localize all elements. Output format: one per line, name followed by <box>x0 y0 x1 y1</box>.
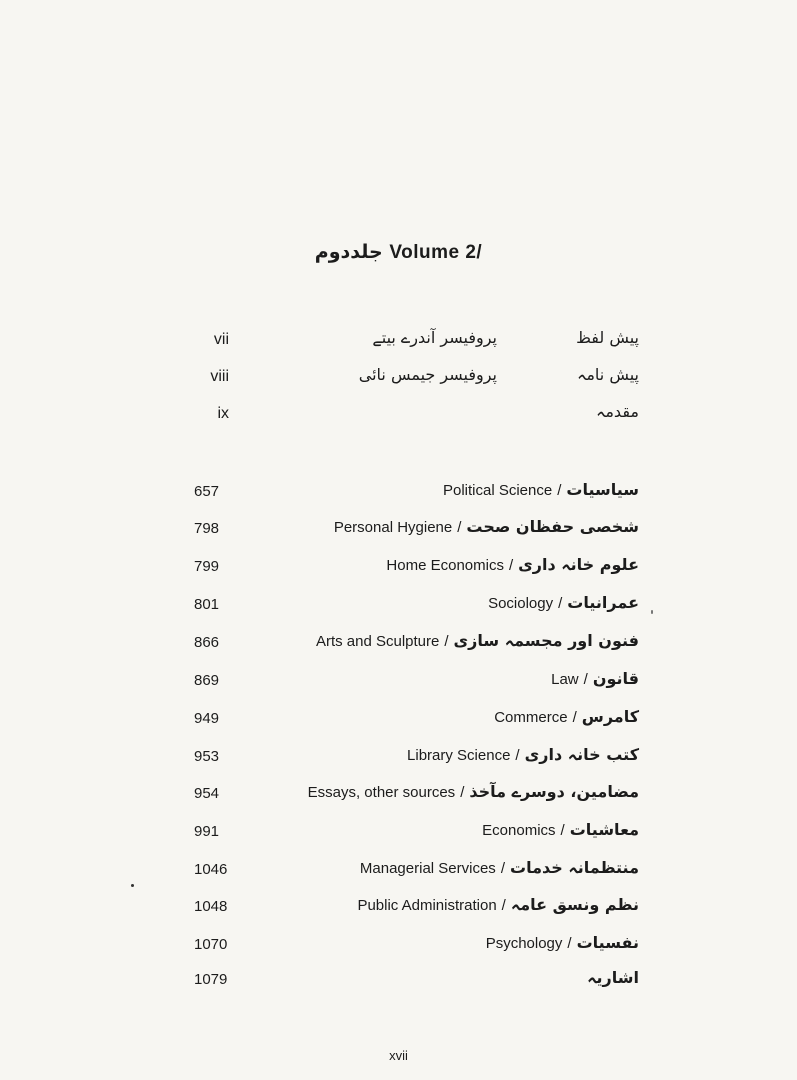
prelim-row <box>0 363 797 391</box>
prelim-title: پیش نامہ <box>576 365 639 384</box>
toc-english-title: Essays, other sources <box>307 784 456 801</box>
toc-entry: 1048 Public Administration / نظم ونسق عامہ <box>194 895 639 915</box>
toc-english-title: Law <box>551 671 579 688</box>
toc-urdu-title: سیاسیات <box>566 480 639 499</box>
toc-urdu-title: علوم خانہ داری <box>518 555 639 574</box>
toc-urdu-title: کتب خانہ داری <box>524 745 639 764</box>
toc-entry: 1070 Psychology / نفسیات <box>194 933 639 953</box>
toc-page-number: 1048 <box>194 898 228 915</box>
volume-heading-latin: Volume 2/ <box>389 242 483 263</box>
toc-urdu-title: شخصی حفظان صحت <box>466 517 639 536</box>
toc-english-title: Commerce <box>494 709 568 726</box>
toc-urdu-title: نفسیات <box>576 933 639 952</box>
toc-page-number: 1079 <box>194 971 228 988</box>
prelim-page: viii <box>210 368 229 385</box>
toc-page-number: 991 <box>194 823 220 840</box>
toc-urdu-title: کامرس <box>581 707 639 726</box>
toc-entry <box>0 967 797 995</box>
toc-page-number: 798 <box>194 520 220 537</box>
prelim-row <box>0 326 797 354</box>
toc-page-number: 657 <box>194 483 220 500</box>
toc-entry: 953 Library Science / کتب خانہ داری <box>194 745 639 765</box>
toc-entry: 869 Law / قانون <box>194 669 639 689</box>
volume-heading <box>0 241 797 264</box>
prelim-title: مقدمہ <box>595 402 639 421</box>
toc-entry: 991 Economics / معاشیات <box>194 820 639 840</box>
toc-page-number: 953 <box>194 748 220 765</box>
toc-english-title: Home Economics <box>386 557 504 574</box>
toc-urdu-title: مضامین، دوسرے مآخذ <box>469 782 639 801</box>
prelim-page: vii <box>213 331 229 348</box>
toc-page-number: 1046 <box>194 861 228 878</box>
toc-urdu-title: معاشیات <box>569 820 639 839</box>
toc-page-number: 799 <box>194 558 220 575</box>
toc-urdu-title: نظم ونسق عامہ <box>510 895 639 914</box>
toc-english-title: Personal Hygiene <box>333 519 453 536</box>
toc-entry: 657 Political Science / سیاسیات <box>194 480 639 500</box>
toc-urdu-title: منتظمانہ خدمات <box>509 858 639 877</box>
print-speck <box>651 610 653 614</box>
toc-page-number: 801 <box>194 596 220 613</box>
prelim-title: پیش لفظ <box>576 328 639 347</box>
toc-entry: 799 Home Economics / علوم خانہ داری <box>194 555 639 575</box>
toc-urdu-title: قانون <box>592 669 639 688</box>
toc-page-number: 866 <box>194 634 220 651</box>
toc-urdu-title: عمرانیات <box>567 593 639 612</box>
page-number-footer: xvii <box>389 1048 408 1063</box>
toc-urdu-title: فنون اور مجسمہ سازی <box>453 631 639 650</box>
prelim-page: ix <box>217 405 229 422</box>
toc-urdu-title: اشاریہ <box>587 968 639 987</box>
toc-entry: 949 Commerce / کامرس <box>194 707 639 727</box>
toc-english-title: Managerial Services <box>359 860 496 877</box>
toc-entry: 801 Sociology / عمرانیات <box>194 593 639 613</box>
toc-entry: 798 Personal Hygiene / شخصی حفظان صحت <box>194 517 639 537</box>
volume-heading-urdu: جلددوم <box>314 241 383 263</box>
toc-page-number: 949 <box>194 710 220 727</box>
toc-entry: 954 Essays, other sources / مضامین، دوسرے مآخذ <box>194 782 639 802</box>
toc-page-number: 869 <box>194 672 220 689</box>
toc-english-title: Library Science <box>407 747 511 764</box>
toc-english-title: Arts and Sculpture <box>315 633 440 650</box>
prelim-author: پروفیسر آندرے بیتے <box>372 328 497 347</box>
toc-english-title: Political Science <box>442 482 553 499</box>
toc-english-title: Economics <box>482 822 556 839</box>
toc-entry: 1046 Managerial Services / منتظمانہ خدمات <box>194 858 639 878</box>
toc-english-title: Public Administration <box>357 897 497 914</box>
toc-entry: 866 Arts and Sculpture / فنون اور مجسمہ سازی <box>194 631 639 651</box>
toc-page-number: 1070 <box>194 936 228 953</box>
print-speck <box>131 884 134 887</box>
toc-english-title: Sociology <box>488 595 554 612</box>
prelim-row <box>0 400 797 428</box>
toc-page-number: 954 <box>194 785 220 802</box>
toc-english-title: Psychology <box>485 935 563 952</box>
prelim-author: پروفیسر جیمس نائی <box>358 365 497 384</box>
